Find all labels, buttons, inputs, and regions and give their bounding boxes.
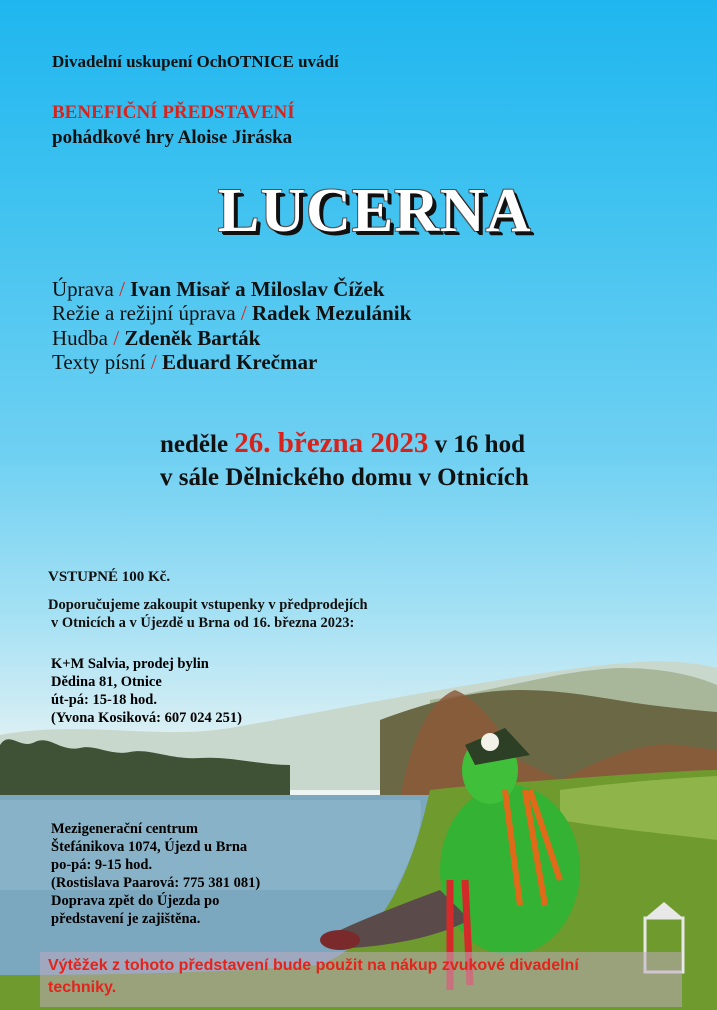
credit-role: Režie a režijní úprava: [52, 301, 236, 325]
credit-separator: /: [119, 277, 125, 301]
outlet-otnice: [51, 655, 242, 727]
outlet-line: (Rostislava Paarová: 775 381 081): [51, 875, 261, 891]
outlet-line: představení je zajištěna.: [51, 911, 201, 927]
play-title: LUCERNA: [218, 177, 532, 245]
outlet-line: út-pá: 15-18 hod.: [51, 692, 157, 708]
ticket-advice-line1: Doporučujeme zakoupit vstupenky v předprodejích: [48, 597, 368, 613]
credit-name: Eduard Krečmar: [161, 350, 318, 374]
credit-lyrics: [52, 350, 317, 375]
event-venue: v sále Dělnického domu v Otnicích: [160, 464, 529, 491]
outlet-line: (Yvona Kosiková: 607 024 251): [51, 710, 242, 726]
outlet-line: Štefánikova 1074, Újezd u Brna: [51, 839, 248, 855]
outlet-line: po-pá: 9-15 hod.: [51, 857, 153, 873]
credit-separator: /: [113, 326, 120, 350]
outlet-line: K+M Salvia, prodej bylin: [51, 656, 209, 672]
outlet-line: Doprava zpět do Újezda po: [51, 893, 220, 909]
play-subtitle: pohádkové hry Aloise Jiráska: [52, 127, 293, 148]
outlet-line: Mezigenerační centrum: [51, 821, 198, 837]
benefit-heading: BENEFIČNÍ PŘEDSTAVENÍ: [52, 102, 295, 123]
outlet-line: Dědina 81, Otnice: [51, 674, 162, 690]
credit-direction: [52, 301, 411, 326]
credit-name: Ivan Misař a Miloslav Čížek: [130, 277, 385, 301]
ticket-advice-line2: v Otnicích a v Újezdě u Brna od 16. března 2023:: [51, 615, 355, 631]
event-day: neděle: [160, 431, 229, 458]
figure-boots: [320, 930, 360, 950]
event-date-line: [160, 427, 525, 460]
event-time: v 16 hod: [434, 431, 525, 458]
credit-name: Zdeněk Barták: [124, 326, 261, 350]
credit-role: Úprava: [52, 277, 114, 301]
credit-separator: /: [150, 350, 157, 374]
credit-role: Texty písní: [52, 350, 146, 374]
presenter-line: Divadelní uskupení OchOTNICE uvádí: [52, 52, 339, 71]
footer-note: Výtěžek z tohoto představení bude použit na nákup zvukové divadelní techniky.: [48, 957, 579, 996]
hat-flowers: [481, 733, 499, 751]
outlet-ujezd: [51, 820, 260, 928]
ticket-price: VSTUPNÉ 100 Kč.: [48, 569, 171, 585]
credit-separator: /: [240, 301, 247, 325]
credit-name: Radek Mezulánik: [252, 301, 412, 325]
credit-music: [52, 326, 260, 351]
credit-adaptation: [52, 277, 384, 302]
credit-role: Hudba: [52, 326, 108, 350]
event-date: 26. března 2023: [234, 427, 429, 459]
